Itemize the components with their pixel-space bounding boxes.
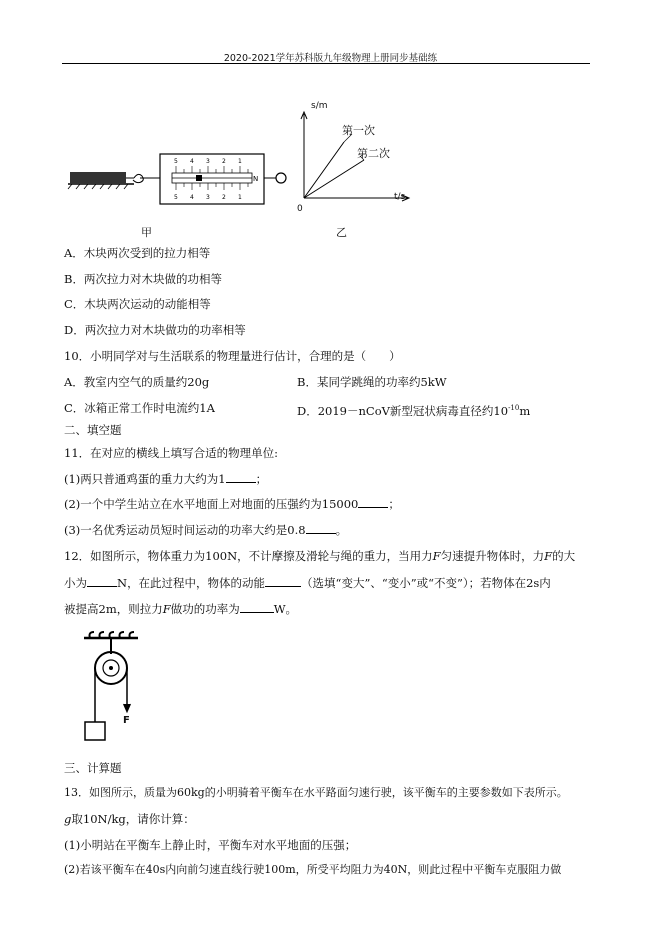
pulley-figure (76, 630, 146, 745)
answer-blank[interactable] (265, 575, 301, 587)
graph-origin: 0 (297, 204, 303, 214)
pulley-force-label: F (123, 715, 130, 726)
q10-stem: 10．小明同学对与生活联系的物理量进行估计，合理的是（ ） (64, 349, 401, 363)
q10-option-c: C．冰箱正常工作时电流约1A (64, 401, 215, 415)
answer-blank[interactable] (306, 522, 336, 534)
q10-option-a: A．教室内空气的质量约20g (64, 375, 210, 389)
line-first (304, 142, 344, 198)
answer-blank[interactable] (358, 496, 388, 508)
section-calculation: 三、计算题 (64, 761, 122, 775)
graph-line1-label: 第一次 (342, 124, 375, 137)
q9-option-a: A．木块两次受到的拉力相等 (64, 246, 211, 260)
svg-text:2: 2 (222, 194, 226, 201)
answer-blank[interactable] (226, 471, 256, 483)
hanging-weight (85, 722, 105, 740)
svg-text:5: 5 (174, 158, 178, 165)
q13-line4: (2)若该平衡车在40s内向前匀速直线行驶100m，所受平均阻力为40N，则此过程中平衡车克服阻力做 (64, 863, 562, 876)
q11-part3: (3)一名优秀运动员短时间运动的功率大约是0.8 。 (64, 523, 348, 537)
answer-blank[interactable] (87, 575, 117, 587)
q12-line3: 被提高2m，则拉力F做功的功率为 W。 (64, 602, 298, 616)
svg-text:N: N (253, 175, 259, 183)
answer-blank[interactable] (240, 601, 274, 613)
scale-ring (276, 173, 286, 183)
q11-part2: (2)一个中学生站立在水平地面上对地面的压强约为15000 ； (64, 497, 400, 511)
svg-text:2: 2 (222, 158, 226, 165)
header-rule (62, 63, 590, 64)
q9-option-b: B．两次拉力对木块做的功相等 (64, 272, 222, 286)
q11-part1: (1)两只普通鸡蛋的重力大约为1 ； (64, 472, 268, 486)
svg-text:1: 1 (238, 194, 242, 201)
svg-text:4: 4 (190, 194, 194, 201)
q13-line3: (1)小明站在平衡车上静止时，平衡车对水平地面的压强； (64, 838, 357, 852)
line-second (304, 160, 364, 198)
q12-line2: 小为 N，在此过程中，物体的动能 （选填“变大”、“变小”或“不变”）；若物体在2s内 (64, 576, 551, 590)
q12-line1: 12．如图所示，物体重力为100N，不计摩擦及滑轮与绳的重力，当用力F匀速提升物体时，力F的大 (64, 549, 576, 563)
q10-option-b: B．某同学跳绳的功率约5kW (297, 375, 447, 389)
q13-line1: 13．如图所示，质量为60kg的小明骑着平衡车在水平路面匀速行驶，该平衡车的主要参数如下表所示。 (64, 786, 568, 799)
graph-y-label: s/m (311, 101, 328, 111)
svg-text:3: 3 (206, 194, 210, 201)
svg-text:4: 4 (190, 158, 194, 165)
section-fill-blank: 二、填空题 (64, 423, 122, 437)
q9-option-d: D．两次拉力对木块做功的功率相等 (64, 323, 246, 337)
q13-line2: g取10N/kg，请你计算： (64, 812, 195, 826)
svg-text:3: 3 (206, 158, 210, 165)
spring-scale-figure (64, 140, 294, 240)
q9-option-c: C．木块两次运动的动能相等 (64, 297, 211, 311)
q10-option-d: D．2019－nCoV新型冠状病毒直径约$10^{-10}m$ (297, 403, 531, 418)
figure-a-caption: 甲 (141, 226, 152, 239)
figure-b-caption: 乙 (336, 226, 347, 239)
svg-text:5: 5 (174, 194, 178, 201)
svg-text:1: 1 (238, 158, 242, 165)
graph-x-label: t/s (394, 192, 406, 202)
q11-stem: 11．在对应的横线上填写合适的物理单位: (64, 446, 279, 460)
page-header: 2020-2021学年苏科版九年级物理上册同步基础练 (223, 53, 438, 64)
graph-line2-label: 第二次 (357, 147, 390, 160)
wood-block (70, 172, 126, 184)
